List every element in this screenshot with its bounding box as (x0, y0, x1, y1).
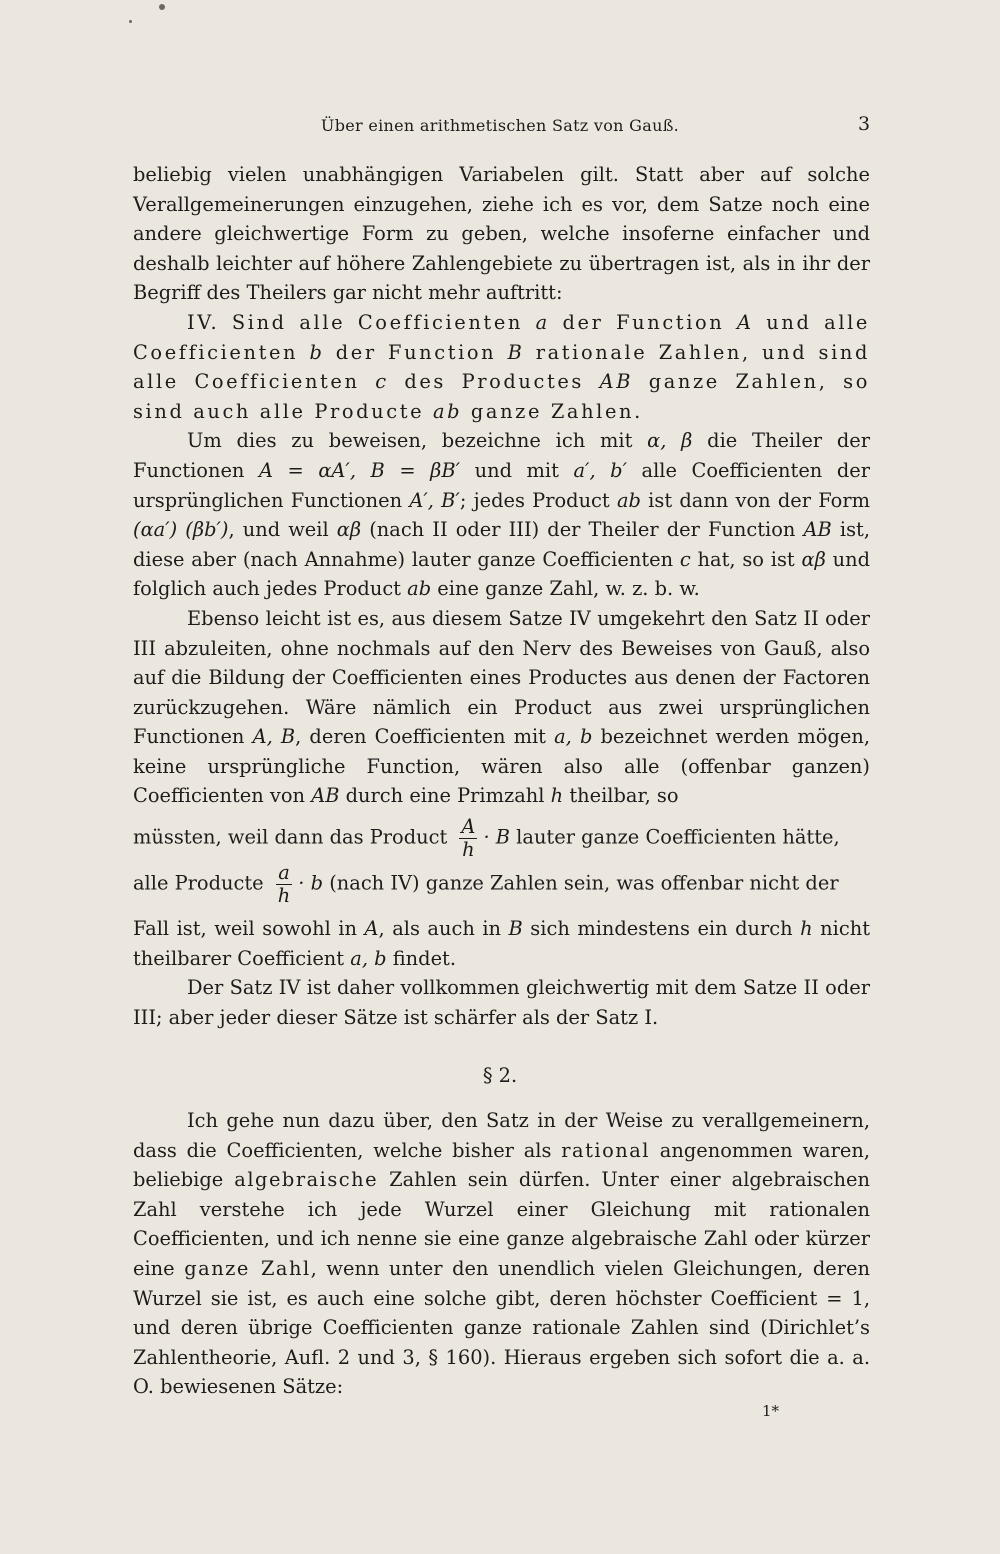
fraction-line-1: müssten, weil dann das Product $\frac{A}{h}$ · B lauter ganze Coefficienten hätte, (133, 815, 840, 861)
page-number: 3 (858, 113, 871, 135)
paragraph-intro: beliebig vielen unabhängigen Variabelen gilt. Statt aber auf solche Verallgemeinerungen einzugehen, ziehe ich es vor, dem Satze noch eine andere gleichwertige Form zu geben, welche insoferne einfacher und deshalb leichter auf höhere Zahlengebiete zu übertragen ist, als in ihr der Begriff des Theilers gar nicht mehr auftritt: (133, 163, 870, 305)
paragraph-conclusion: Fall ist, weil sowohl in A, als auch in B sich mindestens ein durch h nicht theilbarer Coefficient a, b findet. (133, 917, 870, 970)
paragraph-proof: Um dies zu beweisen, bezeichne ich mit α, β die Theiler der Functionen A = αA′, B = βB′ und mit a′, b′ alle Coefficienten der ursprünglichen Functionen A′, B′; jedes Product ab ist dann von der Form (αa′) (βb′), und weil αβ (nach II oder III) der Theiler der Function AB ist, diese aber (nach Annahme) lauter ganze Coefficienten c hat, so ist αβ und folglich auch jedes Product ab eine ganze Zahl, w. z. b. w. (133, 429, 871, 601)
signature-mark: 1* (762, 1402, 780, 1420)
body-text-block-1 (133, 160, 870, 811)
body-text-block-3 (133, 1106, 870, 1402)
running-title: Über einen arithmetischen Satz von Gauß. (320, 116, 680, 135)
body-text-block-2 (133, 914, 870, 1032)
paragraph-equivalence: Der Satz IV ist daher vollkommen gleichwertig mit dem Satze II oder III; aber jeder dieser Sätze ist schärfer als der Satz I. (133, 976, 870, 1029)
theorem-iv: IV. Sind alle Coefficienten a der Function A und alle Coefficienten b der Function B rationale Zahlen, und sind alle Coefficienten c des Productes AB ganze Zahlen, so sind auch alle Producte ab ganze Zahlen. (133, 310, 871, 423)
fraction-small-a-over-h: $\frac{a}{h}$ (277, 861, 291, 907)
section-heading: § 2. (482, 1064, 518, 1087)
paragraph-converse: Ebenso leicht ist es, aus diesem Satze IV umgekehrt den Satz II oder III abzuleiten, ohne nochmals auf den Nerv des Beweises von Gauß, also auf die Bildung der Coefficienten eines Productes aus denen der Factoren zurückzugehen. Wäre nämlich ein Product aus zwei ursprünglichen Functionen A, B, deren Coefficienten mit a, b bezeichnet werden mögen, keine ursprüngliche Function, wären also alle (offenbar ganzen) Coefficienten von AB durch eine Primzahl h theilbar, so (133, 606, 870, 808)
print-speck (159, 4, 165, 10)
paragraph-generalization: Ich gehe nun dazu über, den Satz in der Weise zu verallgemeinern, dass die Coefficienten, welche bisher als rational angenommen waren, beliebige algebraische Zahlen sein dürfen. Unter einer algebraischen Zahl verstehe ich jede Wurzel einer Gleichung mit rationalen Coefficienten, und ich nenne sie eine ganze algebraische Zahl oder kürzer eine ganze Zahl, wenn unter den unendlich vielen Gleichungen, deren Wurzel sie ist, es auch eine solche gibt, deren höchster Coefficient = 1, und deren übrige Coefficienten ganze rationale Zahlen sind (Dirichlet’s Zahlentheorie, Aufl. 2 und 3, § 160). Hieraus ergeben sich sofort die a. a. O. bewiesenen Sätze: (133, 1109, 870, 1399)
print-speck (129, 20, 132, 23)
fraction-a-over-h: $\frac{A}{h}$ (461, 815, 476, 861)
fraction-line-2: alle Producte $\frac{a}{h}$ · b (nach IV) ganze Zahlen sein, was offenbar nicht der (133, 861, 839, 907)
